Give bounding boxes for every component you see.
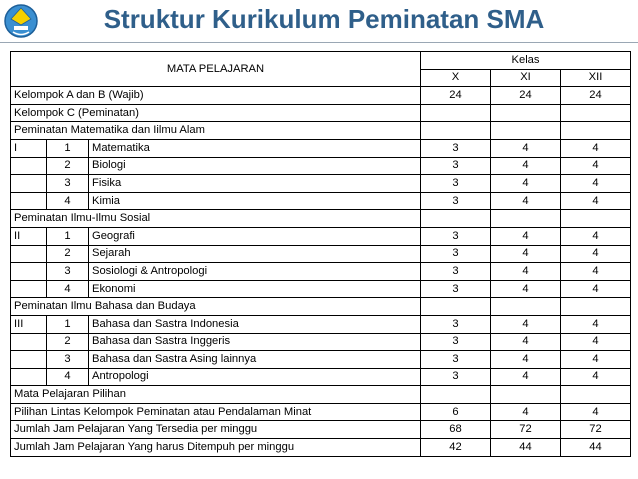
peminatan-label: Peminatan Ilmu-Ilmu Sosial — [11, 210, 421, 228]
subject-number: 3 — [47, 263, 89, 281]
peminatan-label: Peminatan Matematika dan Iilmu Alam — [11, 122, 421, 140]
value-cell: 3 — [421, 280, 491, 298]
subject-row — [11, 192, 631, 210]
subject-row — [11, 157, 631, 175]
roman-numeral-cell — [11, 333, 47, 351]
roman-numeral-cell — [11, 351, 47, 369]
subject-name: Antropologi — [89, 368, 421, 386]
roman-numeral-cell — [11, 175, 47, 193]
total-required-row — [11, 439, 631, 457]
subject-row — [11, 245, 631, 263]
value-cell: 3 — [421, 333, 491, 351]
empty-cell — [421, 386, 491, 404]
value-cell: 4 — [491, 227, 561, 245]
value-cell: 3 — [421, 351, 491, 369]
empty-cell — [561, 210, 631, 228]
subject-name: Geografi — [89, 227, 421, 245]
header-class-x: X — [421, 69, 491, 87]
header-divider — [0, 42, 638, 43]
subject-number: 2 — [47, 333, 89, 351]
empty-cell — [491, 386, 561, 404]
total-required-label: Jumlah Jam Pelajaran Yang harus Ditempuh per minggu — [11, 439, 421, 457]
roman-numeral-cell — [11, 368, 47, 386]
table-row — [11, 87, 631, 105]
table-header-row — [11, 52, 631, 70]
group-ab-label: Kelompok A dan B (Wajib) — [11, 87, 421, 105]
header-class-xii: XII — [561, 69, 631, 87]
roman-numeral-cell — [11, 263, 47, 281]
subject-number: 1 — [47, 227, 89, 245]
empty-cell — [561, 298, 631, 316]
empty-cell — [421, 122, 491, 140]
subject-number: 2 — [47, 245, 89, 263]
subject-row — [11, 315, 631, 333]
value-cell: 4 — [491, 351, 561, 369]
subject-row — [11, 175, 631, 193]
value-cell: 72 — [561, 421, 631, 439]
subject-row — [11, 280, 631, 298]
value-cell: 3 — [421, 263, 491, 281]
value-cell: 3 — [421, 139, 491, 157]
roman-numeral-cell — [11, 245, 47, 263]
empty-cell — [421, 210, 491, 228]
value-cell: 4 — [491, 403, 561, 421]
subject-row — [11, 333, 631, 351]
value-cell: 24 — [561, 87, 631, 105]
total-available-label: Jumlah Jam Pelajaran Yang Tersedia per minggu — [11, 421, 421, 439]
header-class-xi: XI — [491, 69, 561, 87]
subject-number: 1 — [47, 315, 89, 333]
empty-cell — [561, 386, 631, 404]
peminatan-header-row — [11, 122, 631, 140]
subject-name: Sosiologi & Antropologi — [89, 263, 421, 281]
roman-numeral-cell: II — [11, 227, 47, 245]
subject-row — [11, 139, 631, 157]
value-cell: 4 — [491, 315, 561, 333]
value-cell: 3 — [421, 368, 491, 386]
subject-number: 1 — [47, 139, 89, 157]
subject-name: Matematika — [89, 139, 421, 157]
value-cell: 3 — [421, 245, 491, 263]
roman-numeral-cell — [11, 192, 47, 210]
subject-name: Sejarah — [89, 245, 421, 263]
value-cell: 44 — [561, 439, 631, 457]
lintas-label: Pilihan Lintas Kelompok Peminatan atau Pendalaman Minat — [11, 403, 421, 421]
subject-row — [11, 351, 631, 369]
value-cell: 3 — [421, 175, 491, 193]
value-cell: 44 — [491, 439, 561, 457]
subject-row — [11, 227, 631, 245]
header-subject: MATA PELAJARAN — [11, 52, 421, 87]
subject-name: Fisika — [89, 175, 421, 193]
peminatan-header-row — [11, 210, 631, 228]
subject-number: 3 — [47, 175, 89, 193]
value-cell: 4 — [561, 263, 631, 281]
value-cell: 24 — [491, 87, 561, 105]
value-cell: 6 — [421, 403, 491, 421]
subject-number: 4 — [47, 280, 89, 298]
roman-numeral-cell: I — [11, 139, 47, 157]
value-cell: 3 — [421, 315, 491, 333]
value-cell: 4 — [491, 368, 561, 386]
value-cell: 4 — [491, 263, 561, 281]
subject-name: Kimia — [89, 192, 421, 210]
roman-numeral-cell — [11, 280, 47, 298]
total-available-row — [11, 421, 631, 439]
page-title: Struktur Kurikulum Peminatan SMA — [103, 4, 545, 34]
value-cell: 4 — [491, 280, 561, 298]
peminatan-label: Peminatan Ilmu Bahasa dan Budaya — [11, 298, 421, 316]
subject-name: Bahasa dan Sastra Asing lainnya — [89, 351, 421, 369]
empty-cell — [421, 104, 491, 122]
value-cell: 4 — [491, 333, 561, 351]
group-c-label: Kelompok C (Peminatan) — [11, 104, 421, 122]
value-cell: 4 — [561, 351, 631, 369]
empty-cell — [491, 122, 561, 140]
subject-row — [11, 263, 631, 281]
value-cell: 42 — [421, 439, 491, 457]
value-cell: 4 — [561, 403, 631, 421]
value-cell: 4 — [491, 175, 561, 193]
value-cell: 4 — [561, 315, 631, 333]
value-cell: 4 — [561, 368, 631, 386]
empty-cell — [421, 298, 491, 316]
value-cell: 4 — [491, 139, 561, 157]
value-cell: 68 — [421, 421, 491, 439]
subject-number: 4 — [47, 192, 89, 210]
value-cell: 3 — [421, 157, 491, 175]
subject-name: Biologi — [89, 157, 421, 175]
pilihan-row — [11, 386, 631, 404]
value-cell: 4 — [491, 157, 561, 175]
curriculum-table — [10, 51, 631, 457]
value-cell: 24 — [421, 87, 491, 105]
subject-number: 3 — [47, 351, 89, 369]
tut-wuri-handayani-logo-icon — [4, 3, 38, 39]
value-cell: 4 — [561, 280, 631, 298]
lintas-row — [11, 403, 631, 421]
value-cell: 3 — [421, 227, 491, 245]
value-cell: 72 — [491, 421, 561, 439]
value-cell: 3 — [421, 192, 491, 210]
empty-cell — [561, 122, 631, 140]
pilihan-label: Mata Pelajaran Pilihan — [11, 386, 421, 404]
header — [0, 0, 638, 42]
subject-name: Bahasa dan Sastra Inggeris — [89, 333, 421, 351]
empty-cell — [491, 104, 561, 122]
empty-cell — [561, 104, 631, 122]
value-cell: 4 — [561, 227, 631, 245]
value-cell: 4 — [561, 245, 631, 263]
subject-name: Bahasa dan Sastra Indonesia — [89, 315, 421, 333]
value-cell: 4 — [561, 175, 631, 193]
empty-cell — [491, 298, 561, 316]
value-cell: 4 — [561, 157, 631, 175]
table-row — [11, 104, 631, 122]
header-kelas: Kelas — [421, 52, 631, 70]
value-cell: 4 — [561, 333, 631, 351]
value-cell: 4 — [491, 192, 561, 210]
subject-number: 4 — [47, 368, 89, 386]
value-cell: 4 — [561, 192, 631, 210]
empty-cell — [491, 210, 561, 228]
roman-numeral-cell — [11, 157, 47, 175]
peminatan-header-row — [11, 298, 631, 316]
roman-numeral-cell: III — [11, 315, 47, 333]
subject-number: 2 — [47, 157, 89, 175]
subject-name: Ekonomi — [89, 280, 421, 298]
subject-row — [11, 368, 631, 386]
value-cell: 4 — [561, 139, 631, 157]
value-cell: 4 — [491, 245, 561, 263]
